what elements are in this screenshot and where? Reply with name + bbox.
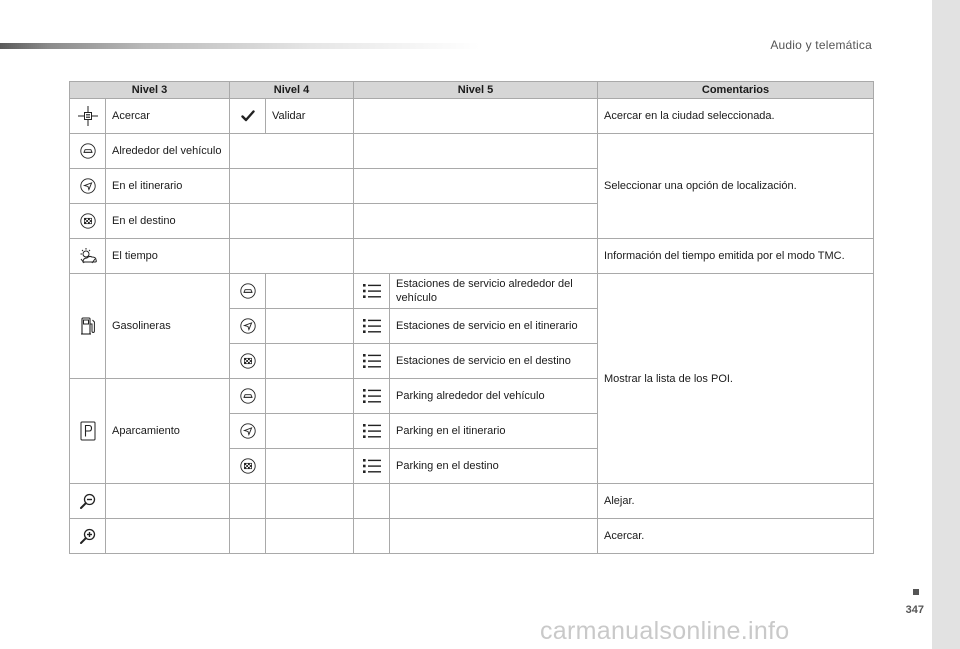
table-row <box>70 484 874 519</box>
list-icon <box>362 458 382 474</box>
level5-gas-alrededor: Estaciones de servicio alrededor del vehículo <box>390 274 598 309</box>
comment-acercar-ciudad: Acercar en la ciudad seleccionada. <box>598 99 874 134</box>
weather-cloud-icon <box>77 247 99 265</box>
checkered-flag-icon <box>79 212 97 230</box>
comment-acercar: Acercar. <box>598 519 874 554</box>
watermark: carmanualsonline.info <box>540 617 790 645</box>
level4-validar: Validar <box>266 99 354 134</box>
header-gradient-bar <box>0 43 480 49</box>
page-marker <box>913 589 919 595</box>
zoom-out-icon <box>79 492 97 510</box>
list-icon <box>362 388 382 404</box>
car-circle-icon <box>79 142 97 160</box>
map-crosshair-icon <box>77 105 99 127</box>
comment-seleccionar-localizacion: Seleccionar una opción de localización. <box>598 134 874 239</box>
level5-gas-itinerario: Estaciones de servicio en el itinerario <box>390 309 598 344</box>
table-row <box>70 99 874 134</box>
level3-acercar: Acercar <box>106 99 230 134</box>
table-row <box>70 274 874 309</box>
level5-parking-itinerario: Parking en el itinerario <box>390 414 598 449</box>
page-number: 347 <box>905 604 924 616</box>
car-circle-icon <box>239 282 257 300</box>
navigation-arrow-icon <box>239 422 257 440</box>
car-circle-icon <box>239 387 257 405</box>
comment-mostrar-poi: Mostrar la lista de los POI. <box>598 274 874 484</box>
checkered-flag-icon <box>239 457 257 475</box>
navigation-arrow-icon <box>239 317 257 335</box>
zoom-in-icon <box>79 527 97 545</box>
table-row <box>70 239 874 274</box>
section-title: Audio y telemática <box>770 38 872 52</box>
comment-alejar: Alejar. <box>598 484 874 519</box>
list-icon <box>362 423 382 439</box>
checkered-flag-icon <box>239 352 257 370</box>
table-row <box>70 134 874 169</box>
column-header-nivel-4: Nivel 4 <box>230 82 354 99</box>
level5-parking-alrededor: Parking alrededor del vehículo <box>390 379 598 414</box>
level3-en-destino: En el destino <box>106 204 230 239</box>
navigation-arrow-icon <box>79 177 97 195</box>
fuel-pump-icon <box>80 316 96 336</box>
side-margin-band <box>932 0 960 649</box>
table-row <box>70 519 874 554</box>
column-header-nivel-5: Nivel 5 <box>354 82 598 99</box>
comment-informacion-tiempo: Información del tiempo emitida por el modo TMC. <box>598 239 874 274</box>
level3-alrededor-vehiculo: Alrededor del vehículo <box>106 134 230 169</box>
list-icon <box>362 283 382 299</box>
level3-en-itinerario: En el itinerario <box>106 169 230 204</box>
checkmark-icon <box>241 110 255 122</box>
navigation-menu-table <box>69 81 874 554</box>
parking-p-icon <box>80 421 96 441</box>
level3-el-tiempo: El tiempo <box>106 239 230 274</box>
column-header-nivel-3: Nivel 3 <box>70 82 230 99</box>
level3-gasolineras: Gasolineras <box>106 274 230 379</box>
table-header-row <box>70 82 874 99</box>
column-header-comentarios: Comentarios <box>598 82 874 99</box>
level5-gas-destino: Estaciones de servicio en el destino <box>390 344 598 379</box>
list-icon <box>362 353 382 369</box>
list-icon <box>362 318 382 334</box>
level5-parking-destino: Parking en el destino <box>390 449 598 484</box>
level3-aparcamiento: Aparcamiento <box>106 379 230 484</box>
